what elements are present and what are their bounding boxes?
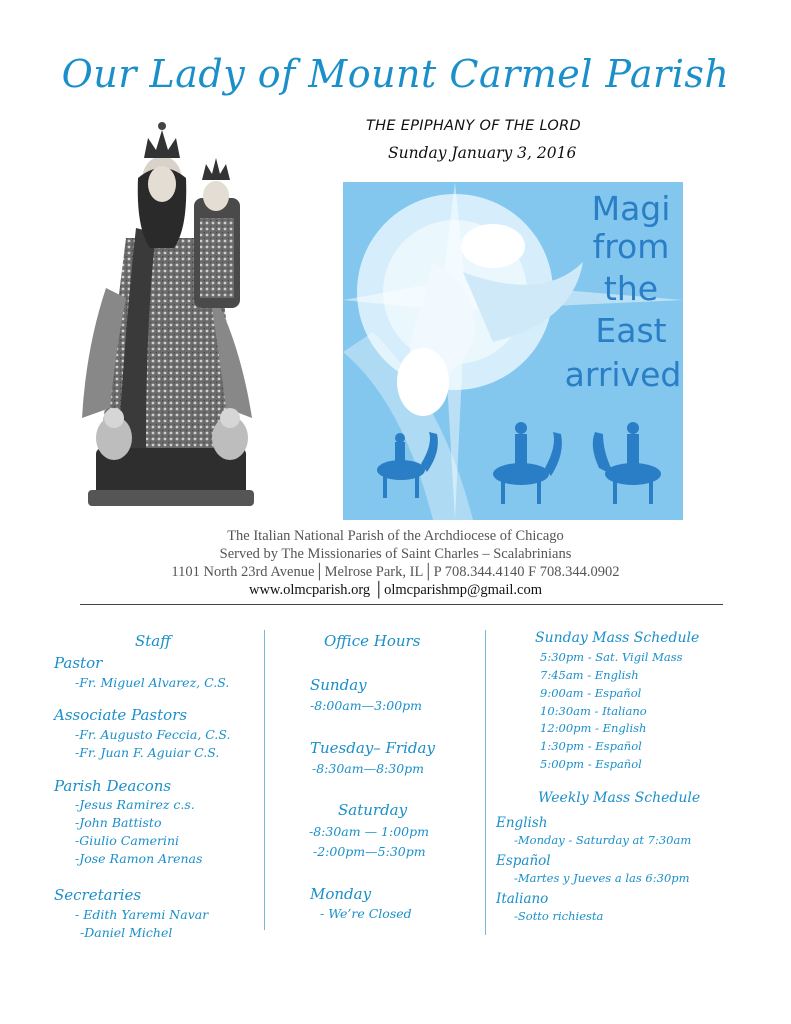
espanol-weekly-time: -Martes y Jueves a las 6:30pm: [514, 871, 690, 885]
parish-missionaries: Served by The Missionaries of Saint Charles – Scalabrinians: [219, 546, 572, 562]
associate-pastor: -Fr. Juan F. Aguiar C.S.: [75, 745, 220, 760]
column-divider: [485, 630, 486, 935]
sunday-mass-heading: Sunday Mass Schedule: [535, 630, 700, 646]
sunday-hours: -8:00am—3:00pm: [310, 698, 423, 713]
associate-pastor: -Fr. Augusto Feccia, C.S.: [75, 727, 231, 742]
tuesday-friday-label: Tuesday– Friday: [310, 739, 435, 757]
english-label: English: [496, 815, 548, 831]
espanol-label: Español: [496, 853, 551, 869]
parish-deacons-label: Parish Deacons: [54, 777, 172, 795]
secretary: - Edith Yaremi Navar: [75, 907, 209, 922]
associate-pastors-label: Associate Pastors: [54, 706, 188, 724]
office-hours-heading: Office Hours: [324, 632, 421, 650]
magi-line-3: the: [603, 269, 659, 308]
sunday-mass-time: 12:00pm - English: [540, 721, 647, 735]
parish-description: The Italian National Parish of the Archdiocese of Chicago: [227, 528, 564, 544]
feast-title: THE EPIPHANY OF THE LORD: [366, 118, 581, 134]
sunday-mass-time: 7:45am - English: [540, 668, 639, 682]
saturday-hours: -8:30am — 1:00pm: [309, 824, 429, 839]
parish-address-phone: 1101 North 23rd Avenue│Melrose Park, IL│P 708.344.4140 F 708.344.0902: [171, 564, 620, 580]
pastor-label: Pastor: [54, 654, 103, 672]
monday-closed: - We’re Closed: [320, 906, 412, 921]
magi-line-5: arrived: [564, 355, 682, 394]
sunday-mass-time: 10:30am - Italiano: [540, 704, 647, 718]
parish-web-email: www.olmcparish.org │olmcparishmp@gmail.com: [248, 582, 543, 598]
magi-from-the-east-image: [343, 182, 683, 520]
weekly-mass-heading: Weekly Mass Schedule: [538, 790, 701, 806]
secretaries-label: Secretaries: [54, 886, 142, 904]
madonna-statue-image: [66, 118, 272, 518]
saturday-hours-label: Saturday: [338, 801, 408, 819]
staff-heading: Staff: [135, 632, 171, 650]
sunday-mass-time: 5:00pm - Español: [540, 757, 642, 771]
sunday-mass-time: 5:30pm - Sat. Vigil Mass: [540, 650, 683, 664]
italiano-weekly-time: -Sotto richiesta: [514, 909, 604, 923]
bulletin-date: Sunday January 3, 2016: [388, 144, 577, 162]
magi-line-4: East: [595, 311, 667, 350]
sunday-mass-time: 9:00am - Español: [540, 686, 642, 700]
secretary: -Daniel Michel: [80, 925, 173, 940]
monday-label: Monday: [310, 885, 372, 903]
deacon: -Jesus Ramirez c.s.: [75, 797, 195, 812]
deacon: -Giulio Camerini: [75, 833, 180, 848]
magi-line-1: Magi: [591, 189, 671, 228]
tuesday-friday-hours: -8:30am—8:30pm: [312, 761, 425, 776]
deacon: -Jose Ramon Arenas: [75, 851, 203, 866]
saturday-hours: -2:00pm—5:30pm: [313, 844, 426, 859]
column-divider: [264, 630, 265, 930]
english-weekly-time: -Monday - Saturday at 7:30am: [514, 833, 692, 847]
page-title: Our Lady of Mount Carmel Parish: [61, 52, 730, 96]
pastor-name: -Fr. Miguel Alvarez, C.S.: [75, 675, 230, 690]
divider: [80, 604, 723, 605]
deacon: -John Battisto: [75, 815, 162, 830]
sunday-hours-label: Sunday: [310, 676, 367, 694]
magi-line-2: from: [592, 227, 670, 266]
sunday-mass-time: 1:30pm - Español: [540, 739, 642, 753]
italiano-label: Italiano: [496, 891, 549, 907]
